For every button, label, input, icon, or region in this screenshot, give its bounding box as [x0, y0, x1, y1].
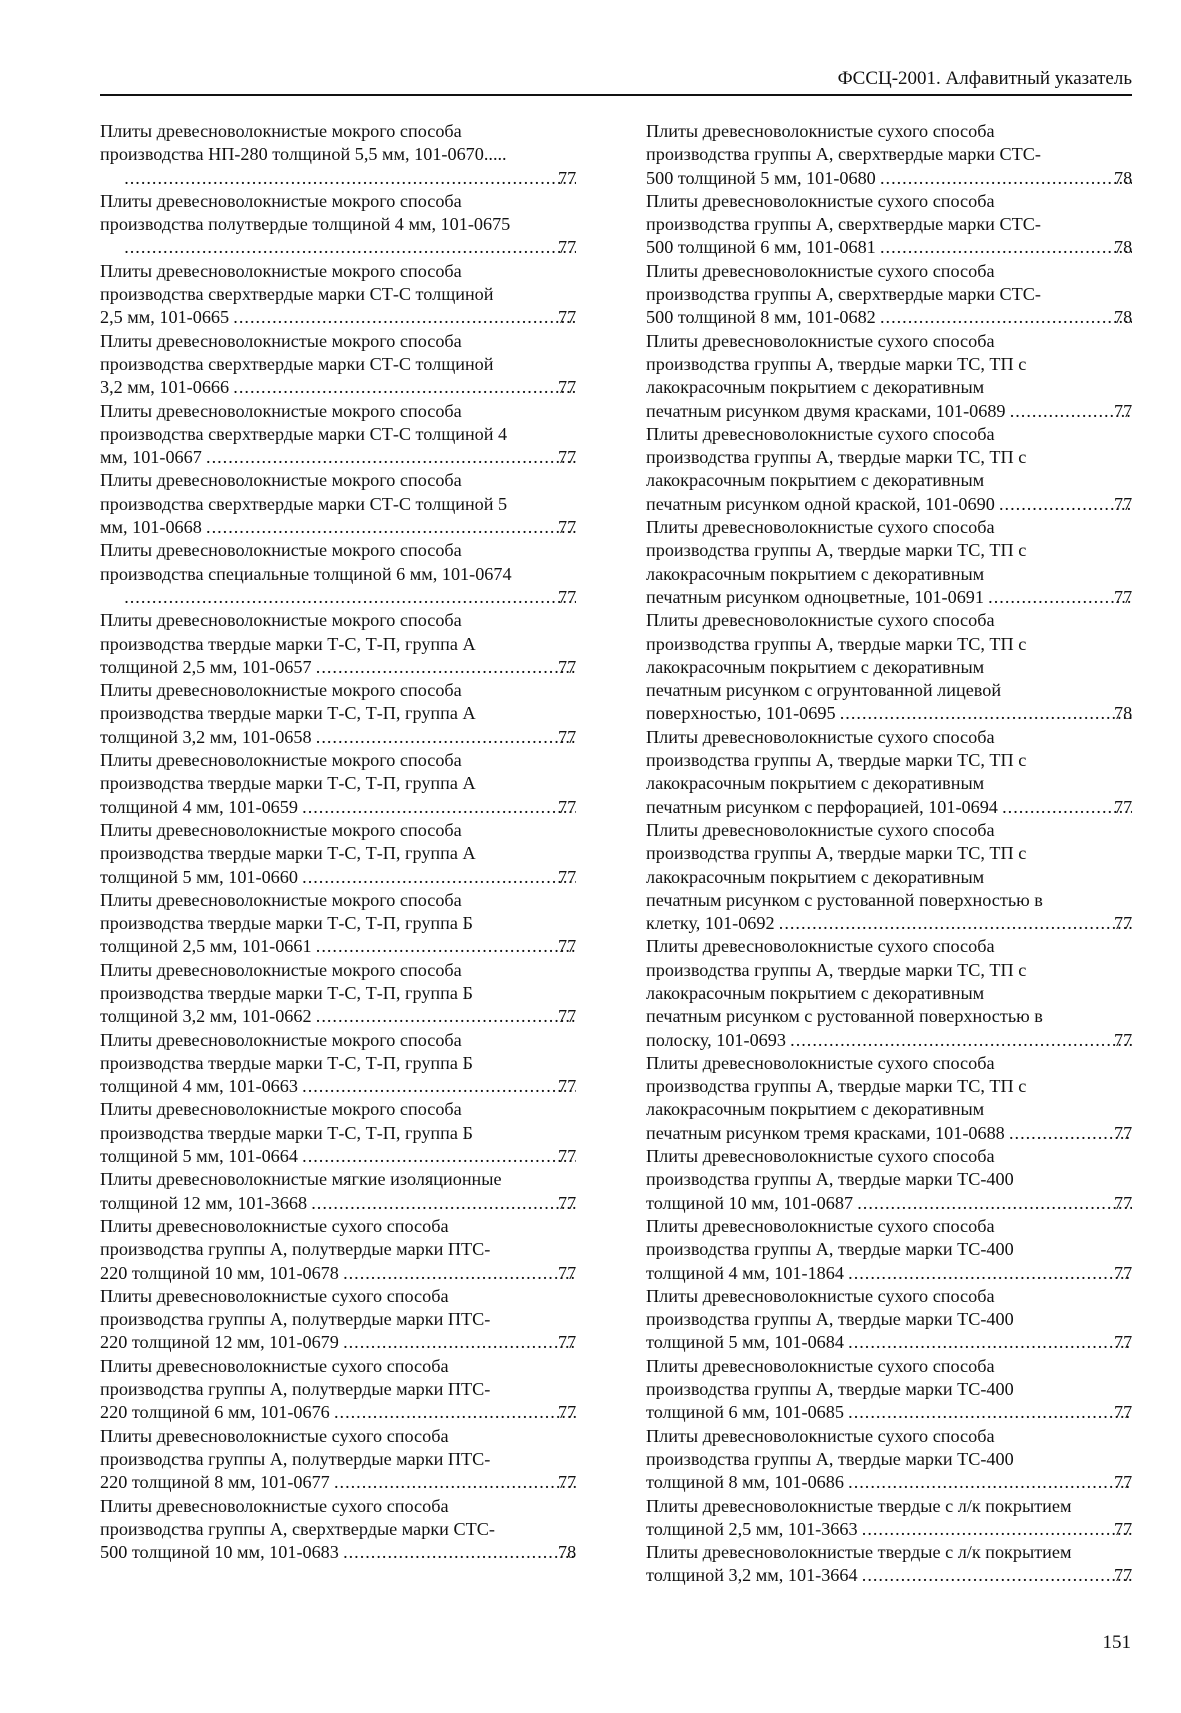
entry-line: Плиты древесноволокнистые сухого способа: [646, 610, 995, 631]
entry-line: Плиты древесноволокнистые сухого способа: [646, 1215, 995, 1236]
entry-line: производства сверхтвердые марки СТ-С толщиной 5: [100, 493, 508, 514]
index-entry: [646, 1145, 1134, 1215]
entry-line: производства сверхтвердые марки СТ-С толщиной 4: [100, 423, 508, 444]
index-entry: [646, 1215, 1134, 1285]
entry-line: Плиты древесноволокнистые сухого способа: [646, 330, 995, 351]
dot-leader: [878, 167, 1132, 190]
entry-line: печатным рисунком с рустованной поверхностью в: [646, 889, 1043, 910]
index-entry: [100, 749, 578, 819]
dot-leader: [332, 1471, 576, 1494]
entry-line: производства группы А, твердые марки ТС, ТП с: [646, 540, 1027, 561]
entry-leader-line: печатным рисунком одноцветные, 101-0691 ..... 77: [666, 586, 1134, 609]
entry-line: Плиты древесноволокнистые сухого способа: [100, 1215, 449, 1236]
entry-line: производства группы А, твердые марки ТС-400: [646, 1169, 1014, 1190]
header-title: ФССЦ-2001. Алфавитный указатель: [837, 68, 1132, 89]
entry-tail: толщиной 3,2 мм, 101-3664: [646, 1565, 858, 1586]
entry-line: Плиты древесноволокнистые сухого способа: [646, 121, 995, 141]
dot-leader: [341, 1262, 576, 1285]
entry-line: печатным рисунком с рустованной поверхностью в: [646, 1006, 1043, 1027]
entry-tail: толщиной 4 мм, 101-0663: [100, 1076, 298, 1097]
entry-line: производства группы А, сверхтвердые марки СТС-: [100, 1518, 495, 1539]
index-entry: [100, 819, 578, 889]
entry-line: Плиты древесноволокнистые сухого способа: [100, 1285, 449, 1306]
entry-line: Плиты древесноволокнистые сухого способа: [646, 819, 995, 840]
dot-leader: [300, 1145, 576, 1168]
entry-line: производства НП-280 толщиной 5,5 мм, 101-0670.....: [100, 144, 507, 165]
entry-line: печатным рисунком с огрунтованной лицевой: [646, 680, 1002, 701]
entry-leader-line: толщиной 5 мм, 101-0684 ..... 77: [666, 1331, 1134, 1354]
entry-leader-line: толщиной 10 мм, 101-0687 ..... 77: [666, 1192, 1134, 1215]
entry-line: Плиты древесноволокнистые сухого способа: [100, 1495, 449, 1516]
entry-line: производства полутвердые толщиной 4 мм, 101-0675: [100, 214, 511, 235]
entry-line: Плиты древесноволокнистые сухого способа: [646, 423, 995, 444]
entry-leader-line: клетку, 101-0692 ..... 77: [666, 912, 1134, 935]
entry-line: производства группы А, полутвердые марки ПТС-: [100, 1239, 491, 1260]
entry-leader-line: толщиной 3,2 мм, 101-3664 ..... 77: [666, 1564, 1134, 1587]
entry-tail: мм, 101-0667: [100, 447, 202, 468]
entry-line: лакокрасочным покрытием с декоративным: [646, 773, 985, 794]
dot-leader: [997, 493, 1132, 516]
entry-tail: толщиной 5 мм, 101-0684: [646, 1332, 844, 1353]
index-entry: [100, 889, 578, 959]
entry-tail: 2,5 мм, 101-0665: [100, 307, 230, 328]
index-entry: [646, 1355, 1134, 1425]
entry-leader-line: толщиной 2,5 мм, 101-0661 ..... 77: [120, 935, 578, 958]
entry-tail: толщиной 10 мм, 101-0687: [646, 1192, 854, 1213]
entry-line: производства твердые марки Т-С, Т-П, группа Б: [100, 913, 473, 934]
entry-line: Плиты древесноволокнистые мокрого способа: [100, 959, 462, 980]
dot-leader: [341, 1541, 576, 1564]
dot-leader: [332, 1401, 576, 1424]
dot-leader: [777, 912, 1132, 935]
page-number: 151: [1102, 1632, 1131, 1653]
entry-tail: толщиной 5 мм, 101-0660: [100, 866, 298, 887]
entry-leader-line: толщиной 4 мм, 101-0659 ..... 77: [120, 796, 578, 819]
entry-leader-line: поверхностью, 101-0695 ..... 78: [666, 702, 1134, 725]
entry-tail: печатным рисунком тремя красками, 101-0688: [646, 1122, 1005, 1143]
entry-line: Плиты древесноволокнистые мокрого способа: [100, 680, 462, 701]
entry-line: Плиты древесноволокнистые сухого способа: [646, 1052, 995, 1073]
entry-tail: толщиной 12 мм, 101-3668: [100, 1192, 308, 1213]
entry-leader-line: 220 толщиной 12 мм, 101-0679 ..... 77: [120, 1331, 578, 1354]
dot-leader: [300, 1075, 576, 1098]
index-entry: [100, 679, 578, 749]
dot-leader: [300, 866, 576, 889]
entry-leader-line: печатным рисунком двумя красками, 101-0689 ..... 77: [666, 400, 1134, 423]
dot-leader: [846, 1471, 1132, 1494]
entry-tail: 3,2 мм, 101-0666: [100, 377, 230, 398]
entry-line: производства твердые марки Т-С, Т-П, группа А: [100, 843, 476, 864]
entry-line: производства группы А, твердые марки ТС, ТП с: [646, 447, 1027, 468]
index-entry: [100, 1215, 578, 1285]
entry-leader-line: мм, 101-0668 ..... 77: [120, 516, 578, 539]
entry-tail: 500 толщиной 5 мм, 101-0680: [646, 167, 876, 188]
dot-leader: [341, 1331, 576, 1354]
entry-leader-line: толщиной 3,2 мм, 101-0662 ..... 77: [120, 1005, 578, 1028]
entry-line: Плиты древесноволокнистые мокрого способа: [100, 610, 462, 631]
index-entry: [646, 1052, 1134, 1145]
entry-leader-line: 500 толщиной 5 мм, 101-0680 ..... 78: [666, 167, 1134, 190]
entry-line: Плиты древесноволокнистые твердые с л/к покрытием: [646, 1542, 1072, 1563]
entry-line: лакокрасочным покрытием с декоративным: [646, 377, 985, 398]
entry-line: лакокрасочным покрытием с декоративным: [646, 1099, 985, 1120]
dot-leader: [122, 167, 576, 190]
dot-leader: [788, 1029, 1132, 1052]
entry-leader-line: ..... 77: [120, 586, 578, 609]
index-entry: [100, 1495, 578, 1565]
entry-tail: клетку, 101-0692: [646, 913, 775, 934]
entry-leader-line: мм, 101-0667 ..... 77: [120, 446, 578, 469]
index-entry: [100, 1355, 578, 1425]
entry-line: Плиты древесноволокнистые мокрого способа: [100, 330, 462, 351]
entry-line: Плиты древесноволокнистые твердые с л/к покрытием: [646, 1495, 1072, 1516]
entry-line: лакокрасочным покрытием с декоративным: [646, 982, 985, 1003]
dot-leader: [231, 376, 576, 399]
index-entry: [646, 1285, 1134, 1355]
dot-leader: [204, 446, 576, 469]
entry-line: Плиты древесноволокнистые мокрого способа: [100, 750, 462, 771]
dot-leader: [1000, 796, 1132, 819]
index-entry: [100, 260, 578, 330]
entry-tail: толщиной 8 мм, 101-0686: [646, 1472, 844, 1493]
entry-tail: толщиной 2,5 мм, 101-3663: [646, 1518, 858, 1539]
entry-line: производства группы А, твердые марки ТС, ТП с: [646, 1076, 1027, 1097]
entry-line: производства группы А, сверхтвердые марки СТС-: [646, 284, 1041, 305]
entry-line: производства группы А, твердые марки ТС, ТП с: [646, 750, 1027, 771]
index-entry: [100, 609, 578, 679]
entry-line: производства сверхтвердые марки СТ-С толщиной: [100, 353, 494, 374]
entry-line: производства сверхтвердые марки СТ-С толщиной: [100, 284, 494, 305]
entry-line: производства группы А, сверхтвердые марки СТС-: [646, 214, 1041, 235]
index-entry: [646, 726, 1134, 819]
dot-leader: [122, 236, 576, 259]
entry-line: Плиты древесноволокнистые сухого способа: [646, 1355, 995, 1376]
index-column-right: [646, 120, 1134, 1588]
entry-leader-line: толщиной 4 мм, 101-1864 ..... 77: [666, 1262, 1134, 1285]
entry-leader-line: толщиной 12 мм, 101-3668 ..... 77: [120, 1192, 578, 1215]
entry-line: Плиты древесноволокнистые сухого способа: [646, 1285, 995, 1306]
entry-leader-line: печатным рисунком одной краской, 101-0690 ..... 77: [666, 493, 1134, 516]
entry-tail: толщиной 2,5 мм, 101-0657: [100, 656, 312, 677]
dot-leader: [300, 796, 576, 819]
entry-tail: 500 толщиной 10 мм, 101-0683: [100, 1542, 339, 1563]
entry-line: производства группы А, твердые марки ТС, ТП с: [646, 843, 1027, 864]
entry-line: Плиты древесноволокнистые сухого способа: [100, 1355, 449, 1376]
entry-line: Плиты древесноволокнистые мокрого способа: [100, 400, 462, 421]
entry-tail: толщиной 4 мм, 101-1864: [646, 1262, 844, 1283]
entry-leader-line: полоску, 101-0693 ..... 77: [666, 1029, 1134, 1052]
index-entry: [646, 190, 1134, 260]
entry-line: производства твердые марки Т-С, Т-П, группа А: [100, 773, 476, 794]
entry-leader-line: толщиной 8 мм, 101-0686 ..... 77: [666, 1471, 1134, 1494]
index-entry: [646, 423, 1134, 516]
entry-tail: 220 толщиной 8 мм, 101-0677: [100, 1472, 330, 1493]
entry-leader-line: 500 толщиной 6 мм, 101-0681 ..... 78: [666, 236, 1134, 259]
entry-tail: толщиной 3,2 мм, 101-0662: [100, 1006, 312, 1027]
dot-leader: [878, 236, 1132, 259]
dot-leader: [314, 656, 576, 679]
index-entry: [100, 120, 578, 190]
entry-leader-line: толщиной 3,2 мм, 101-0658 ..... 77: [120, 726, 578, 749]
entry-leader-line: печатным рисунком с перфорацией, 101-0694 ..... 77: [666, 796, 1134, 819]
entry-tail: толщиной 6 мм, 101-0685: [646, 1402, 844, 1423]
entry-line: лакокрасочным покрытием с декоративным: [646, 866, 985, 887]
dot-leader: [309, 1192, 576, 1215]
entry-line: лакокрасочным покрытием с декоративным: [646, 656, 985, 677]
index-entry: [100, 469, 578, 539]
entry-leader-line: 220 толщиной 8 мм, 101-0677 ..... 77: [120, 1471, 578, 1494]
entry-line: производства группы А, твердые марки ТС, ТП с: [646, 959, 1027, 980]
index-entry: [646, 1425, 1134, 1495]
entry-tail: толщиной 2,5 мм, 101-0661: [100, 936, 312, 957]
entry-line: производства группы А, полутвердые марки ПТС-: [100, 1379, 491, 1400]
index-entry: [646, 516, 1134, 609]
entry-line: производства группы А, твердые марки ТС, ТП с: [646, 353, 1027, 374]
entry-tail: 220 толщиной 10 мм, 101-0678: [100, 1262, 339, 1283]
entry-leader-line: ..... 77: [120, 167, 578, 190]
entry-line: производства группы А, твердые марки ТС-400: [646, 1448, 1014, 1469]
entry-line: Плиты древесноволокнистые мокрого способа: [100, 1099, 462, 1120]
index-entry: [100, 1029, 578, 1099]
dot-leader: [838, 702, 1132, 725]
entry-line: производства группы А, твердые марки ТС-400: [646, 1309, 1014, 1330]
index-entry: [646, 819, 1134, 935]
dot-leader: [204, 516, 576, 539]
index-entry: [100, 190, 578, 260]
entry-tail: 500 толщиной 6 мм, 101-0681: [646, 237, 876, 258]
entry-line: Плиты древесноволокнистые сухого способа: [646, 260, 995, 281]
entry-line: производства группы А, полутвердые марки ПТС-: [100, 1309, 491, 1330]
dot-leader: [878, 306, 1132, 329]
entry-leader-line: 500 толщиной 8 мм, 101-0682 ..... 78: [666, 306, 1134, 329]
entry-leader-line: 2,5 мм, 101-0665 ..... 77: [120, 306, 578, 329]
entry-line: лакокрасочным покрытием с декоративным: [646, 470, 985, 491]
dot-leader: [860, 1518, 1132, 1541]
entry-line: Плиты древесноволокнистые мокрого способа: [100, 190, 462, 211]
dot-leader: [122, 586, 576, 609]
entry-line: Плиты древесноволокнистые сухого способа: [646, 726, 995, 747]
index-entry: [100, 539, 578, 609]
index-entry: [646, 1541, 1134, 1588]
index-entry: [100, 400, 578, 470]
index-entry: [100, 1425, 578, 1495]
entry-tail: толщиной 5 мм, 101-0664: [100, 1146, 298, 1167]
index-entry: [646, 330, 1134, 423]
index-entry: [646, 260, 1134, 330]
index-entry: [646, 935, 1134, 1051]
dot-leader: [314, 1005, 576, 1028]
entry-leader-line: толщиной 6 мм, 101-0685 ..... 77: [666, 1401, 1134, 1424]
entry-tail: печатным рисунком двумя красками, 101-0689: [646, 400, 1006, 421]
entry-line: Плиты древесноволокнистые сухого способа: [646, 1425, 995, 1446]
entry-tail: 220 толщиной 6 мм, 101-0676: [100, 1402, 330, 1423]
entry-leader-line: печатным рисунком тремя красками, 101-0688 ..... 77: [666, 1122, 1134, 1145]
dot-leader: [846, 1262, 1132, 1285]
entry-line: Плиты древесноволокнистые мягкие изоляционные: [100, 1169, 502, 1190]
entry-line: Плиты древесноволокнистые мокрого способа: [100, 819, 462, 840]
dot-leader: [846, 1331, 1132, 1354]
entry-tail: 500 толщиной 8 мм, 101-0682: [646, 307, 876, 328]
entry-line: производства твердые марки Т-С, Т-П, группа А: [100, 703, 476, 724]
entry-leader-line: 500 толщиной 10 мм, 101-0683 ..... 78: [120, 1541, 578, 1564]
entry-tail: печатным рисунком одной краской, 101-0690: [646, 493, 995, 514]
entry-line: Плиты древесноволокнистые мокрого способа: [100, 260, 462, 281]
index-entry: [646, 1495, 1134, 1542]
entry-leader-line: ..... 77: [120, 236, 578, 259]
entry-tail: полоску, 101-0693: [646, 1029, 786, 1050]
entry-line: лакокрасочным покрытием с декоративным: [646, 563, 985, 584]
index-entry: [646, 609, 1134, 725]
entry-line: производства твердые марки Т-С, Т-П, группа Б: [100, 1122, 473, 1143]
entry-leader-line: толщиной 5 мм, 101-0660 ..... 77: [120, 866, 578, 889]
entry-line: производства твердые марки Т-С, Т-П, группа Б: [100, 982, 473, 1003]
entry-line: производства группы А, твердые марки ТС-400: [646, 1239, 1014, 1260]
entry-leader-line: 220 толщиной 10 мм, 101-0678 ..... 77: [120, 1262, 578, 1285]
entry-line: производства твердые марки Т-С, Т-П, группа Б: [100, 1052, 473, 1073]
index-entry: [100, 1098, 578, 1168]
dot-leader: [314, 935, 576, 958]
index-column-left: [100, 120, 578, 1564]
entry-leader-line: 3,2 мм, 101-0666 ..... 77: [120, 376, 578, 399]
entry-line: Плиты древесноволокнистые сухого способа: [646, 936, 995, 957]
entry-tail: печатным рисунком одноцветные, 101-0691: [646, 586, 984, 607]
entry-line: Плиты древесноволокнистые мокрого способа: [100, 121, 462, 141]
entry-line: Плиты древесноволокнистые мокрого способа: [100, 540, 462, 561]
entry-line: Плиты древесноволокнистые сухого способа: [646, 517, 995, 538]
entry-line: Плиты древесноволокнистые мокрого способа: [100, 889, 462, 910]
entry-line: Плиты древесноволокнистые сухого способа: [646, 190, 995, 211]
index-entry: [646, 120, 1134, 190]
entry-line: производства твердые марки Т-С, Т-П, группа А: [100, 633, 476, 654]
entry-leader-line: толщиной 5 мм, 101-0664 ..... 77: [120, 1145, 578, 1168]
entry-line: Плиты древесноволокнистые сухого способа: [646, 1146, 995, 1167]
dot-leader: [860, 1564, 1132, 1587]
entry-line: Плиты древесноволокнистые мокрого способа: [100, 1029, 462, 1050]
dot-leader: [986, 586, 1132, 609]
entry-line: производства группы А, сверхтвердые марки СТС-: [646, 144, 1041, 165]
entry-leader-line: толщиной 2,5 мм, 101-0657 ..... 77: [120, 656, 578, 679]
entry-line: производства группы А, полутвердые марки ПТС-: [100, 1448, 491, 1469]
entry-line: Плиты древесноволокнистые мокрого способа: [100, 470, 462, 491]
entry-tail: мм, 101-0668: [100, 517, 202, 538]
dot-leader: [855, 1192, 1132, 1215]
entry-tail: толщиной 4 мм, 101-0659: [100, 796, 298, 817]
entry-line: Плиты древесноволокнистые сухого способа: [100, 1425, 449, 1446]
entry-leader-line: 220 толщиной 6 мм, 101-0676 ..... 77: [120, 1401, 578, 1424]
page-header: [100, 64, 1132, 96]
entry-tail: 220 толщиной 12 мм, 101-0679: [100, 1332, 339, 1353]
entry-tail: толщиной 3,2 мм, 101-0658: [100, 726, 312, 747]
entry-tail: печатным рисунком с перфорацией, 101-0694: [646, 796, 998, 817]
entry-line: производства группы А, твердые марки ТС, ТП с: [646, 633, 1027, 654]
dot-leader: [314, 726, 576, 749]
entry-tail: поверхностью, 101-0695: [646, 703, 836, 724]
entry-line: производства группы А, твердые марки ТС-400: [646, 1379, 1014, 1400]
entry-leader-line: толщиной 2,5 мм, 101-3663 ..... 77: [666, 1518, 1134, 1541]
entry-line: производства специальные толщиной 6 мм, 101-0674: [100, 563, 512, 584]
index-entry: [100, 959, 578, 1029]
dot-leader: [231, 306, 576, 329]
entry-leader-line: толщиной 4 мм, 101-0663 ..... 77: [120, 1075, 578, 1098]
index-entry: [100, 1168, 578, 1215]
dot-leader: [846, 1401, 1132, 1424]
index-entry: [100, 330, 578, 400]
index-entry: [100, 1285, 578, 1355]
